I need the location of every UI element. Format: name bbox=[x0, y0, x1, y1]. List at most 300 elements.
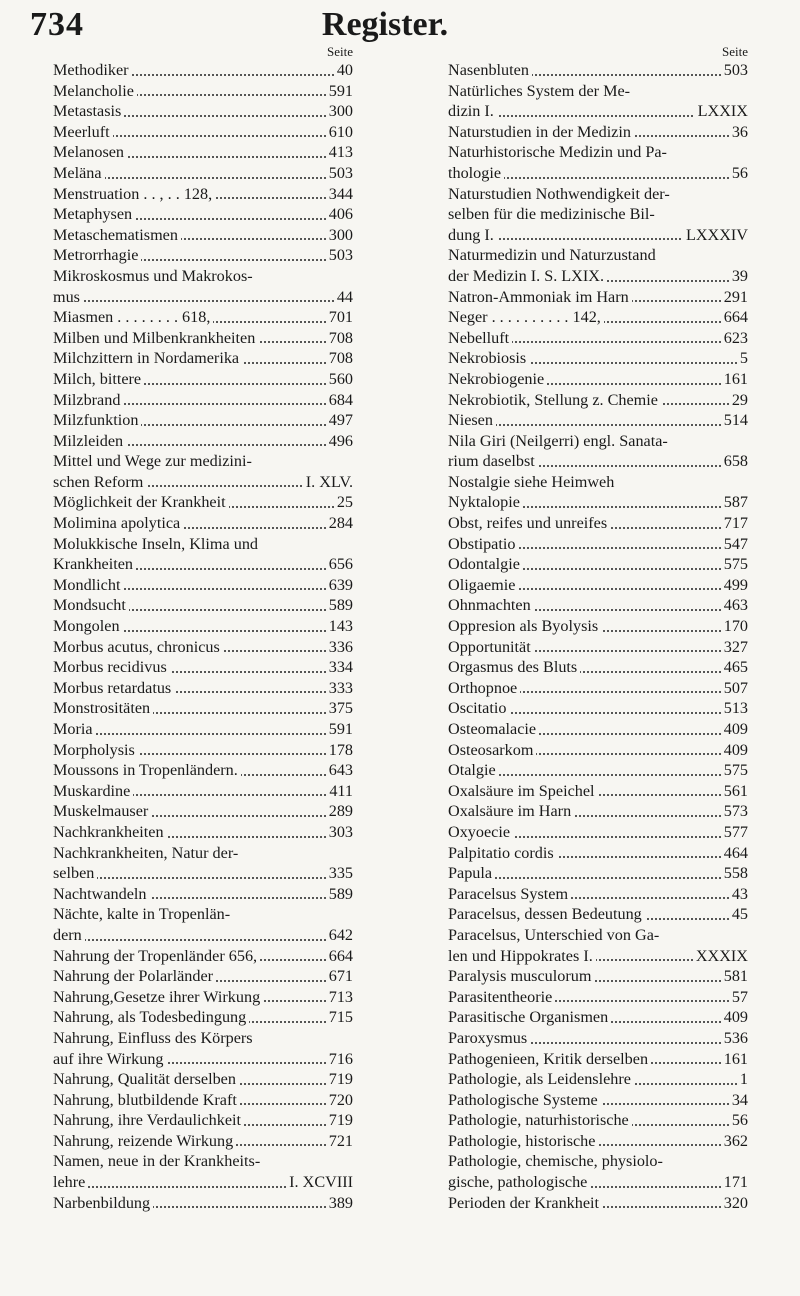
entry-page: 300 bbox=[326, 101, 353, 122]
index-entry bbox=[53, 554, 353, 575]
index-entry bbox=[53, 204, 353, 225]
index-entry bbox=[53, 81, 353, 102]
entry-page: 513 bbox=[721, 698, 748, 719]
index-entry bbox=[448, 966, 748, 987]
index-entry bbox=[53, 225, 353, 246]
index-entry bbox=[448, 1110, 748, 1131]
index-entry bbox=[448, 1131, 748, 1152]
entry-page: 561 bbox=[721, 781, 748, 802]
entry-term: Milchzittern in Nordamerika bbox=[53, 349, 242, 367]
index-entry bbox=[53, 328, 353, 349]
entry-term: Osteomalacie bbox=[448, 720, 539, 738]
index-entry bbox=[53, 966, 353, 987]
entry-term: schen Reform bbox=[53, 473, 146, 491]
entry-page: I. XLV. bbox=[303, 472, 353, 493]
index-entry bbox=[448, 410, 748, 431]
index-entry bbox=[53, 122, 353, 143]
entry-page: LXXXIV bbox=[683, 225, 748, 246]
entry-page: 333 bbox=[326, 678, 353, 699]
entry-term: selben für die medizinische Bil- bbox=[448, 205, 658, 223]
left-column bbox=[53, 44, 353, 1213]
entry-term: Milzfunktion bbox=[53, 411, 141, 429]
index-entry bbox=[53, 657, 353, 678]
entry-term: Milben und Milbenkrankheiten bbox=[53, 329, 258, 347]
entry-term: Nahrung, reizende Wirkung bbox=[53, 1132, 236, 1150]
index-entry bbox=[53, 616, 353, 637]
entry-page: 143 bbox=[326, 616, 353, 637]
entry-term: Mittel und Wege zur medizini- bbox=[53, 452, 255, 470]
entry-page: 589 bbox=[326, 595, 353, 616]
entry-term: Moussons in Tropenländern. bbox=[53, 761, 241, 779]
index-entry bbox=[53, 637, 353, 658]
entry-term: Oxalsäure im Speichel bbox=[448, 782, 598, 800]
entry-page: 34 bbox=[729, 1090, 748, 1111]
entry-page: 639 bbox=[326, 575, 353, 596]
entry-page: 413 bbox=[326, 142, 353, 163]
index-entry bbox=[448, 904, 748, 925]
entry-page: 547 bbox=[721, 534, 748, 555]
entry-page: 40 bbox=[334, 60, 353, 81]
entry-term: Otalgie bbox=[448, 761, 499, 779]
index-entry bbox=[448, 513, 748, 534]
entry-page: 717 bbox=[721, 513, 748, 534]
entry-term: Pathologie, naturhistorische bbox=[448, 1111, 632, 1129]
index-entry bbox=[448, 1172, 748, 1193]
entry-page: 664 bbox=[721, 307, 748, 328]
index-entry bbox=[53, 513, 353, 534]
index-entry bbox=[448, 472, 748, 493]
entry-page: 719 bbox=[326, 1110, 353, 1131]
entry-term: Milzbrand bbox=[53, 391, 123, 409]
index-entry bbox=[448, 698, 748, 719]
entry-term: Paracelsus System bbox=[448, 885, 571, 903]
entry-page: 161 bbox=[721, 1049, 748, 1070]
index-entry bbox=[448, 637, 748, 658]
entry-term: Molimina apolytica bbox=[53, 514, 183, 532]
page-header bbox=[30, 6, 740, 46]
seite-label: Seite bbox=[722, 44, 748, 59]
entry-page: 171 bbox=[721, 1172, 748, 1193]
entry-page: 496 bbox=[326, 431, 353, 452]
entry-page: 591 bbox=[326, 719, 353, 740]
index-entry bbox=[53, 760, 353, 781]
entry-term: Metastasis bbox=[53, 102, 124, 120]
entry-term: Nekrobiogenie bbox=[448, 370, 547, 388]
entry-term: Pathologie, historische bbox=[448, 1132, 598, 1150]
entry-term: Opportunität bbox=[448, 638, 534, 656]
entry-page: 57 bbox=[729, 987, 748, 1008]
index-entry bbox=[53, 245, 353, 266]
page-number: 734 bbox=[30, 6, 84, 43]
entry-page: 463 bbox=[721, 595, 748, 616]
index-entry bbox=[53, 1049, 353, 1070]
index-entry bbox=[448, 348, 748, 369]
index-entry bbox=[448, 863, 748, 884]
entry-term: Parasitische Organismen bbox=[448, 1008, 611, 1026]
index-entry bbox=[53, 307, 353, 328]
entry-term: Nahrung, Qualität derselben bbox=[53, 1070, 239, 1088]
right-column bbox=[448, 44, 748, 1213]
index-entry bbox=[53, 369, 353, 390]
entry-term: Orgasmus des Bluts bbox=[448, 658, 580, 676]
entry-term: Nekrobiosis bbox=[448, 349, 529, 367]
leader-dots bbox=[53, 939, 353, 941]
index-entry bbox=[53, 101, 353, 122]
index-entry bbox=[53, 1172, 353, 1193]
index-entry bbox=[53, 1007, 353, 1028]
entry-page: 464 bbox=[721, 843, 748, 864]
entry-page: 708 bbox=[326, 328, 353, 349]
entry-term: Mikroskosmus und Makrokos- bbox=[53, 267, 256, 285]
index-entry bbox=[448, 1007, 748, 1028]
entry-term: Nyktalopie bbox=[448, 493, 523, 511]
index-entry bbox=[53, 863, 353, 884]
entry-page: 300 bbox=[326, 225, 353, 246]
index-entry bbox=[53, 534, 353, 555]
index-entry bbox=[53, 390, 353, 411]
index-entry bbox=[448, 657, 748, 678]
entry-term: Milch, bittere bbox=[53, 370, 144, 388]
entry-term: Nachkrankheiten, Natur der- bbox=[53, 844, 241, 862]
index-entry bbox=[53, 698, 353, 719]
entry-term: selben bbox=[53, 864, 97, 882]
entry-term: Menstruation . . , . . 128, bbox=[53, 185, 215, 203]
index-entry bbox=[448, 740, 748, 761]
leader-dots bbox=[53, 877, 353, 879]
index-entry bbox=[53, 1028, 353, 1049]
entry-term: Narbenbildung bbox=[53, 1194, 153, 1212]
entry-page: 335 bbox=[326, 863, 353, 884]
index-entry bbox=[448, 122, 748, 143]
entry-page: 658 bbox=[721, 451, 748, 472]
index-entry bbox=[53, 946, 353, 967]
entry-term: Morbus retardatus bbox=[53, 679, 174, 697]
entry-term: Morbus acutus, chronicus bbox=[53, 638, 223, 656]
entry-page: 701 bbox=[326, 307, 353, 328]
entry-page: 389 bbox=[326, 1193, 353, 1214]
entry-page: 560 bbox=[326, 369, 353, 390]
entry-page: 642 bbox=[326, 925, 353, 946]
index-entry bbox=[53, 719, 353, 740]
entry-term: Niesen bbox=[448, 411, 496, 429]
entry-page: 503 bbox=[721, 60, 748, 81]
entry-term: Meerluft bbox=[53, 123, 113, 141]
index-entry bbox=[448, 81, 748, 102]
index-entry bbox=[53, 740, 353, 761]
index-entry bbox=[448, 534, 748, 555]
index-entry bbox=[448, 431, 748, 452]
entry-term: Naturstudien Nothwendigkeit der- bbox=[448, 185, 673, 203]
entry-page: 303 bbox=[326, 822, 353, 843]
index-entry bbox=[448, 575, 748, 596]
entry-term: Paralysis musculorum bbox=[448, 967, 594, 985]
entry-term: Neger . . . . . . . . . . 142, bbox=[448, 308, 604, 326]
entry-page: 708 bbox=[326, 348, 353, 369]
entry-term: Obst, reifes und unreifes bbox=[448, 514, 610, 532]
entry-page: 409 bbox=[721, 1007, 748, 1028]
index-entry bbox=[53, 1090, 353, 1111]
index-entry bbox=[448, 328, 748, 349]
entry-page: 577 bbox=[721, 822, 748, 843]
entry-term: Morbus recidivus bbox=[53, 658, 170, 676]
entry-term: Paracelsus, Unterschied von Ga- bbox=[448, 926, 662, 944]
entry-page: 409 bbox=[721, 740, 748, 761]
index-entry bbox=[448, 946, 748, 967]
index-entry bbox=[448, 307, 748, 328]
entry-page: 581 bbox=[721, 966, 748, 987]
entry-term: Morpholysis bbox=[53, 741, 138, 759]
entry-term: Nahrung der Polarländer bbox=[53, 967, 216, 985]
entry-page: 56 bbox=[729, 163, 748, 184]
entry-term: Meläna bbox=[53, 164, 105, 182]
entry-page: 36 bbox=[729, 122, 748, 143]
entry-term: Melanosen bbox=[53, 143, 127, 161]
index-entry bbox=[448, 760, 748, 781]
entry-term: Namen, neue in der Krankheits- bbox=[53, 1152, 263, 1170]
index-entry bbox=[53, 925, 353, 946]
index-entry bbox=[448, 1049, 748, 1070]
index-entry bbox=[53, 884, 353, 905]
entry-term: Milzleiden bbox=[53, 432, 126, 450]
entry-page: 503 bbox=[326, 245, 353, 266]
index-entry bbox=[53, 472, 353, 493]
index-entry bbox=[53, 1069, 353, 1090]
entry-term: Monstrositäten bbox=[53, 699, 153, 717]
entry-term: Nostalgie siehe Heimweh bbox=[448, 473, 617, 491]
entry-term: Oligaemie bbox=[448, 576, 518, 594]
entry-term: lehre bbox=[53, 1173, 88, 1191]
index-entry bbox=[448, 1090, 748, 1111]
entry-page: 327 bbox=[721, 637, 748, 658]
entry-page: 575 bbox=[721, 760, 748, 781]
index-entry bbox=[448, 801, 748, 822]
entry-term: Oscitatio bbox=[448, 699, 509, 717]
entry-page: 289 bbox=[326, 801, 353, 822]
seite-label: Seite bbox=[327, 44, 353, 59]
index-entry bbox=[448, 369, 748, 390]
entry-term: Metrorrhagie bbox=[53, 246, 141, 264]
entry-term: Nekrobiotik, Stellung z. Chemie bbox=[448, 391, 661, 409]
index-entry bbox=[448, 925, 748, 946]
entry-term: Mondsucht bbox=[53, 596, 129, 614]
entry-page: 43 bbox=[729, 884, 748, 905]
index-entry bbox=[448, 678, 748, 699]
index-entry bbox=[448, 287, 748, 308]
entry-page: 411 bbox=[326, 781, 353, 802]
entry-term: Moria bbox=[53, 720, 96, 738]
index-entry bbox=[448, 884, 748, 905]
entry-term: Oxalsäure im Harn bbox=[448, 802, 574, 820]
index-entry bbox=[53, 60, 353, 81]
entry-term: Nasenbluten bbox=[448, 61, 532, 79]
index-entry bbox=[448, 719, 748, 740]
entry-term: Krankheiten bbox=[53, 555, 136, 573]
entry-term: Obstipatio bbox=[448, 535, 518, 553]
entry-term: Naturhistorische Medizin und Pa- bbox=[448, 143, 670, 161]
entry-term: Oxyoecie bbox=[448, 823, 513, 841]
entry-term: rium daselbst bbox=[448, 452, 538, 470]
entry-page: 536 bbox=[721, 1028, 748, 1049]
entry-term: Nahrung, Einfluss des Körpers bbox=[53, 1029, 256, 1047]
entry-page: 39 bbox=[729, 266, 748, 287]
index-entry bbox=[448, 492, 748, 513]
entry-term: Metaschematismen bbox=[53, 226, 181, 244]
index-entry bbox=[53, 595, 353, 616]
entry-page: 362 bbox=[721, 1131, 748, 1152]
entry-page: 589 bbox=[326, 884, 353, 905]
entry-page: 25 bbox=[334, 492, 353, 513]
entry-term: Parasitentheorie bbox=[448, 988, 555, 1006]
index-entry bbox=[53, 348, 353, 369]
entry-term: Muskardine bbox=[53, 782, 133, 800]
entry-term: mus bbox=[53, 288, 83, 306]
entry-page: 591 bbox=[326, 81, 353, 102]
entry-page: 284 bbox=[326, 513, 353, 534]
entry-page: 514 bbox=[721, 410, 748, 431]
entry-page: 320 bbox=[721, 1193, 748, 1214]
entry-page: 507 bbox=[721, 678, 748, 699]
entry-page: I. XCVIII bbox=[286, 1172, 353, 1193]
entry-page: XXXIX bbox=[693, 946, 748, 967]
index-entry bbox=[53, 904, 353, 925]
entry-page: 643 bbox=[326, 760, 353, 781]
entry-term: Pathologische Systeme bbox=[448, 1091, 601, 1109]
entry-term: dern bbox=[53, 926, 85, 944]
entry-term: Ohnmachten bbox=[448, 596, 534, 614]
index-entry bbox=[53, 1131, 353, 1152]
entry-page: 1 bbox=[737, 1069, 748, 1090]
index-entry bbox=[448, 390, 748, 411]
entry-term: Odontalgie bbox=[448, 555, 523, 573]
entry-term: len und Hippokrates I. bbox=[448, 947, 596, 965]
entry-term: auf ihre Wirkung bbox=[53, 1050, 167, 1068]
entry-term: Molukkische Inseln, Klima und bbox=[53, 535, 261, 553]
index-entry bbox=[53, 801, 353, 822]
entry-term: Naturmedizin und Naturzustand bbox=[448, 246, 659, 264]
entry-page: 344 bbox=[326, 184, 353, 205]
entry-term: Möglichkeit der Krankheit bbox=[53, 493, 229, 511]
index-entry bbox=[53, 266, 353, 287]
index-entry bbox=[448, 225, 748, 246]
index-entry bbox=[448, 1193, 748, 1214]
entry-term: dizin I. bbox=[448, 102, 497, 120]
index-entry bbox=[448, 595, 748, 616]
entry-term: Nebelluft bbox=[448, 329, 512, 347]
entry-page: 713 bbox=[326, 987, 353, 1008]
index-entry bbox=[448, 1028, 748, 1049]
page-title: Register. bbox=[321, 6, 449, 43]
index-entry bbox=[448, 245, 748, 266]
index-entry bbox=[53, 492, 353, 513]
entry-page: 45 bbox=[729, 904, 748, 925]
entry-term: Papula bbox=[448, 864, 495, 882]
index-entry bbox=[448, 987, 748, 1008]
index-entry bbox=[53, 142, 353, 163]
index-entry bbox=[53, 1151, 353, 1172]
entry-term: Nila Giri (Neilgerri) engl. Sanata- bbox=[448, 432, 671, 450]
index-entry bbox=[53, 163, 353, 184]
leader-dots bbox=[53, 300, 353, 302]
index-entry bbox=[53, 987, 353, 1008]
entry-term: Paroxysmus bbox=[448, 1029, 530, 1047]
entry-page: 465 bbox=[721, 657, 748, 678]
entry-page: 5 bbox=[737, 348, 748, 369]
index-entry bbox=[448, 554, 748, 575]
index-entry bbox=[448, 1151, 748, 1172]
entry-term: Pathologie, chemische, physiolo- bbox=[448, 1152, 666, 1170]
index-entry bbox=[448, 60, 748, 81]
entry-term: dung I. bbox=[448, 226, 497, 244]
entry-term: Perioden der Krankheit bbox=[448, 1194, 602, 1212]
index-entry bbox=[53, 1193, 353, 1214]
index-entry bbox=[53, 451, 353, 472]
entry-term: Nahrung, als Todesbedingung bbox=[53, 1008, 249, 1026]
entry-term: Melancholie bbox=[53, 82, 137, 100]
entry-page: 178 bbox=[326, 740, 353, 761]
entry-page: 656 bbox=[326, 554, 353, 575]
entry-page: 44 bbox=[334, 287, 353, 308]
entry-term: thologie bbox=[448, 164, 504, 182]
index-entry bbox=[448, 142, 748, 163]
entry-term: gische, pathologische bbox=[448, 1173, 590, 1191]
entry-term: Pathologie, als Leidenslehre bbox=[448, 1070, 634, 1088]
index-entry bbox=[53, 287, 353, 308]
index-entry bbox=[448, 184, 748, 205]
index-entry bbox=[53, 575, 353, 596]
index-entry bbox=[53, 184, 353, 205]
entry-term: Nachtwandeln bbox=[53, 885, 150, 903]
entry-page: 406 bbox=[326, 204, 353, 225]
entry-page: 56 bbox=[729, 1110, 748, 1131]
entry-page: 587 bbox=[721, 492, 748, 513]
index-entry bbox=[448, 101, 748, 122]
entry-term: Nahrung, ihre Verdaulichkeit bbox=[53, 1111, 244, 1129]
entry-term: Natürliches System der Me- bbox=[448, 82, 633, 100]
entry-page: 409 bbox=[721, 719, 748, 740]
index-entry bbox=[448, 1069, 748, 1090]
entry-page: 503 bbox=[326, 163, 353, 184]
entry-page: 170 bbox=[721, 616, 748, 637]
entry-page: LXXIX bbox=[695, 101, 748, 122]
entry-term: Oppresion als Byolysis bbox=[448, 617, 601, 635]
entry-term: Nächte, kalte in Tropenlän- bbox=[53, 905, 233, 923]
leader-dots bbox=[53, 733, 353, 735]
entry-term: Nahrung der Tropenländer 656, bbox=[53, 947, 260, 965]
index-entry bbox=[448, 204, 748, 225]
entry-term: Orthopnoe bbox=[448, 679, 520, 697]
entry-page: 334 bbox=[326, 657, 353, 678]
entry-term: Nachkrankheiten bbox=[53, 823, 167, 841]
entry-page: 715 bbox=[326, 1007, 353, 1028]
entry-page: 375 bbox=[326, 698, 353, 719]
left-entries bbox=[53, 60, 353, 1213]
index-entry bbox=[53, 1110, 353, 1131]
entry-page: 720 bbox=[326, 1090, 353, 1111]
entry-page: 671 bbox=[326, 966, 353, 987]
entry-term: Pathogenieen, Kritik derselben bbox=[448, 1050, 651, 1068]
entry-term: Palpitatio cordis bbox=[448, 844, 557, 862]
index-entry bbox=[53, 781, 353, 802]
entry-page: 336 bbox=[326, 637, 353, 658]
entry-page: 499 bbox=[721, 575, 748, 596]
entry-term: Mondlicht bbox=[53, 576, 123, 594]
index-entry bbox=[448, 822, 748, 843]
entry-term: Osteosarkom bbox=[448, 741, 536, 759]
index-entry bbox=[53, 678, 353, 699]
index-entry bbox=[448, 781, 748, 802]
entry-term: Natron-Ammoniak im Harn bbox=[448, 288, 632, 306]
index-entry bbox=[448, 163, 748, 184]
